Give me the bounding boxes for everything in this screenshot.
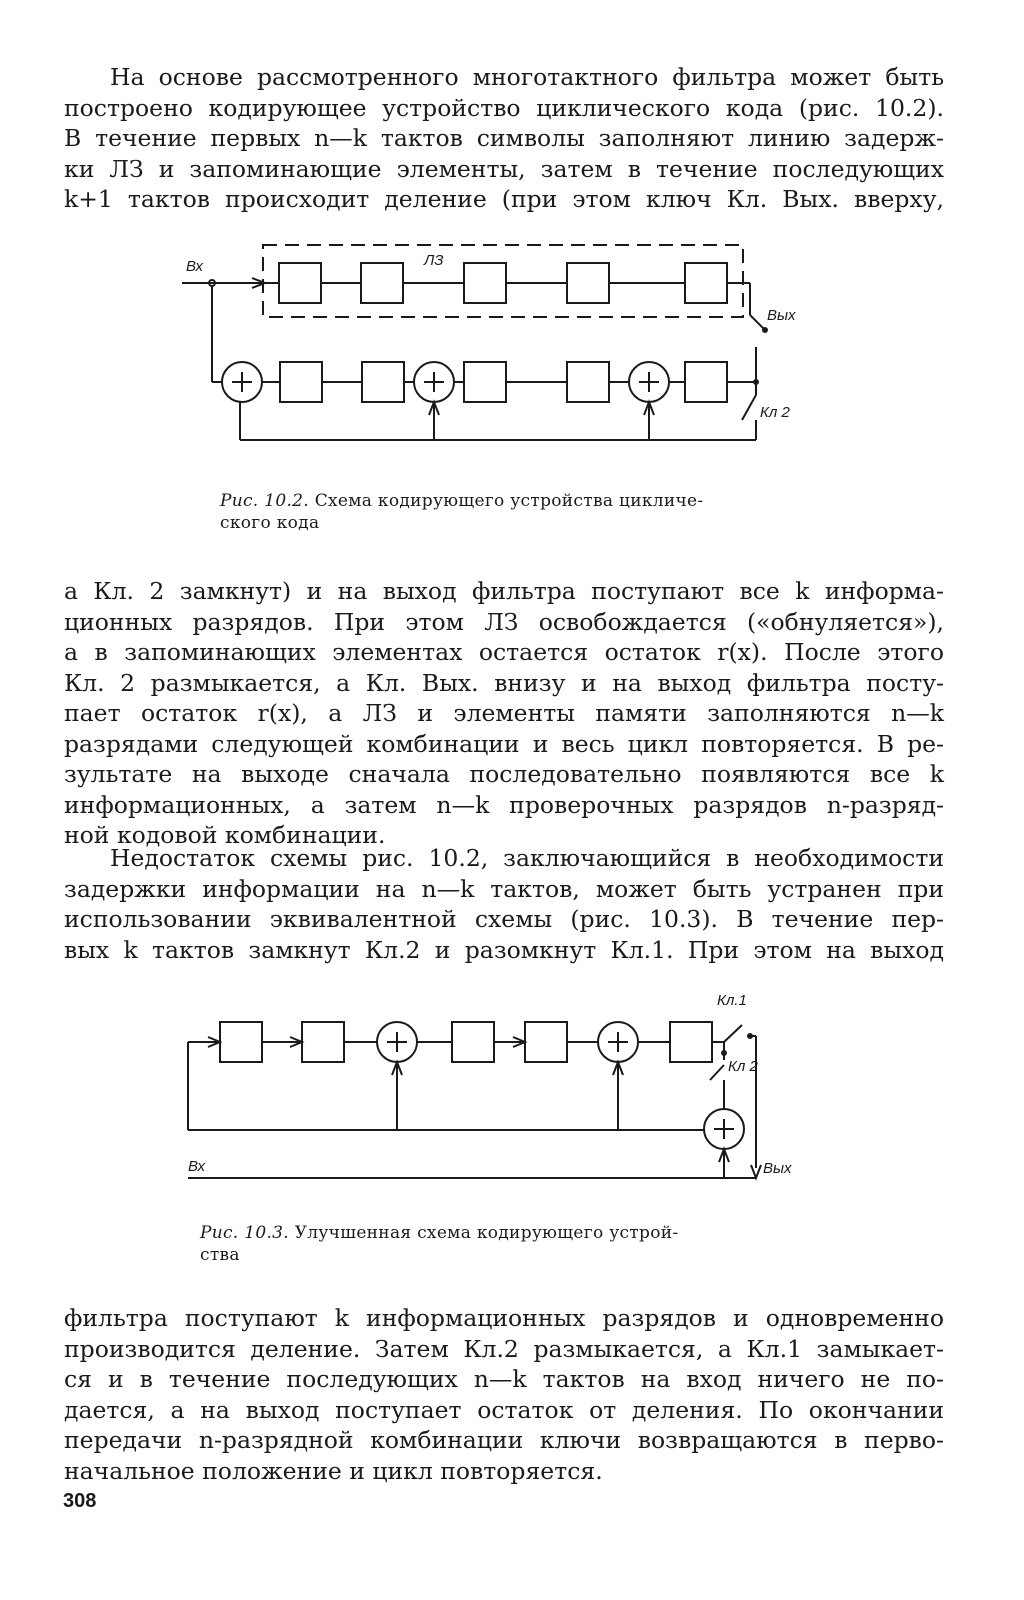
delay-cell <box>361 263 403 303</box>
memory-cell <box>280 362 322 402</box>
text-line: В течение первых n—k тактов символы заполняют линию задерж- <box>64 124 944 152</box>
figure-10-2-caption <box>220 490 820 534</box>
caption-number: Рис. 10.3. <box>200 1223 289 1243</box>
text-line: ки ЛЗ и запоминающие элементы, затем в течение последующих <box>64 154 944 183</box>
text-line: дается, а на выход поступает остаток от деления. По окончании <box>64 1395 944 1424</box>
register-cell <box>452 1022 494 1062</box>
delay-cell <box>464 263 506 303</box>
text-line: использовании эквивалентной схемы (рис. 10.3). В течение пер- <box>64 905 944 933</box>
text-line: ся и в течение последующих n—k тактов на вход ничего не по- <box>64 1365 944 1393</box>
figure-10-3-caption <box>200 1222 820 1266</box>
page-number: 308 <box>63 1490 97 1512</box>
register-cell <box>220 1022 262 1062</box>
text-line: фильтра поступают k информационных разрядов и одновременно <box>64 1304 944 1332</box>
caption-number: Рис. 10.2. <box>220 491 309 511</box>
text-line: а Кл. 2 замкнут) и на выход фильтра поступают все k информа- <box>64 577 944 605</box>
memory-cell <box>362 362 404 402</box>
text-line: На основе рассмотренного многотактного фильтра может быть <box>110 63 944 91</box>
text-line: Недостаток схемы рис. 10.2, заключающийся в необходимости <box>110 844 944 872</box>
paragraph-2 <box>64 576 944 851</box>
input-label: Вх <box>186 258 204 275</box>
output-label: Вых <box>767 307 796 324</box>
text-line: ционных разрядов. При этом ЛЗ освобождается («обнуляется»), <box>64 607 944 636</box>
input-label: Вх <box>188 1158 206 1175</box>
memory-cell <box>464 362 506 402</box>
switch-2-label: Кл 2 <box>728 1058 758 1075</box>
caption-text: Схема кодирующего устройства цикличе- <box>308 491 704 511</box>
caption-text: ства <box>200 1245 240 1265</box>
delay-line-label: ЛЗ <box>424 252 444 269</box>
text-line: зультате на выходе сначала последовательно появляются все k <box>64 760 944 788</box>
figure-10-2-diagram <box>170 235 810 450</box>
caption-text: ского кода <box>220 513 320 533</box>
text-line: разрядами следующей комбинации и весь цикл повторяется. В ре- <box>64 729 944 758</box>
text-line: производится деление. Затем Кл.2 размыкается, а Кл.1 замыкает- <box>64 1334 944 1363</box>
figure-10-3-diagram <box>180 985 820 1195</box>
register-cell <box>670 1022 712 1062</box>
caption-text: Улучшенная схема кодирующего устрой- <box>288 1223 679 1243</box>
register-cell <box>302 1022 344 1062</box>
memory-cell <box>567 362 609 402</box>
delay-cell <box>279 263 321 303</box>
memory-cell <box>685 362 727 402</box>
paragraph-1 <box>64 62 944 215</box>
text-line: ной кодовой комбинации. <box>64 821 386 849</box>
text-line: задержки информации на n—k тактов, может быть устранен при <box>64 874 944 903</box>
text-line: пает остаток r(x), а ЛЗ и элементы памяти заполняются n—k <box>64 699 944 727</box>
switch-label: Кл 2 <box>760 404 790 421</box>
paragraph-4 <box>64 1303 944 1486</box>
text-line: начальное положение и цикл повторяется. <box>64 1456 603 1485</box>
paragraph-3 <box>64 843 944 965</box>
delay-cell <box>567 263 609 303</box>
text-line: информационных, а затем n—k проверочных разрядов n-разряд- <box>64 790 944 819</box>
text-line: Кл. 2 размыкается, а Кл. Вых. внизу и на выход фильтра посту- <box>64 668 944 697</box>
text-line: построено кодирующее устройство циклического кода (рис. 10.2). <box>64 93 944 122</box>
register-cell <box>525 1022 567 1062</box>
text-line: k+1 тактов происходит деление (при этом ключ Кл. Вых. вверху, <box>64 185 944 213</box>
output-label: Вых <box>763 1160 792 1177</box>
delay-cell <box>685 263 727 303</box>
switch-1-label: Кл.1 <box>717 992 747 1009</box>
text-line: передачи n-разрядной комбинации ключи возвращаются в перво- <box>64 1426 944 1454</box>
delay-line-frame <box>263 245 743 317</box>
text-line: вых k тактов замкнут Кл.2 и разомкнут Кл.1. При этом на выход <box>64 935 944 964</box>
text-line: а в запоминающих элементах остается остаток r(x). После этого <box>64 638 944 666</box>
